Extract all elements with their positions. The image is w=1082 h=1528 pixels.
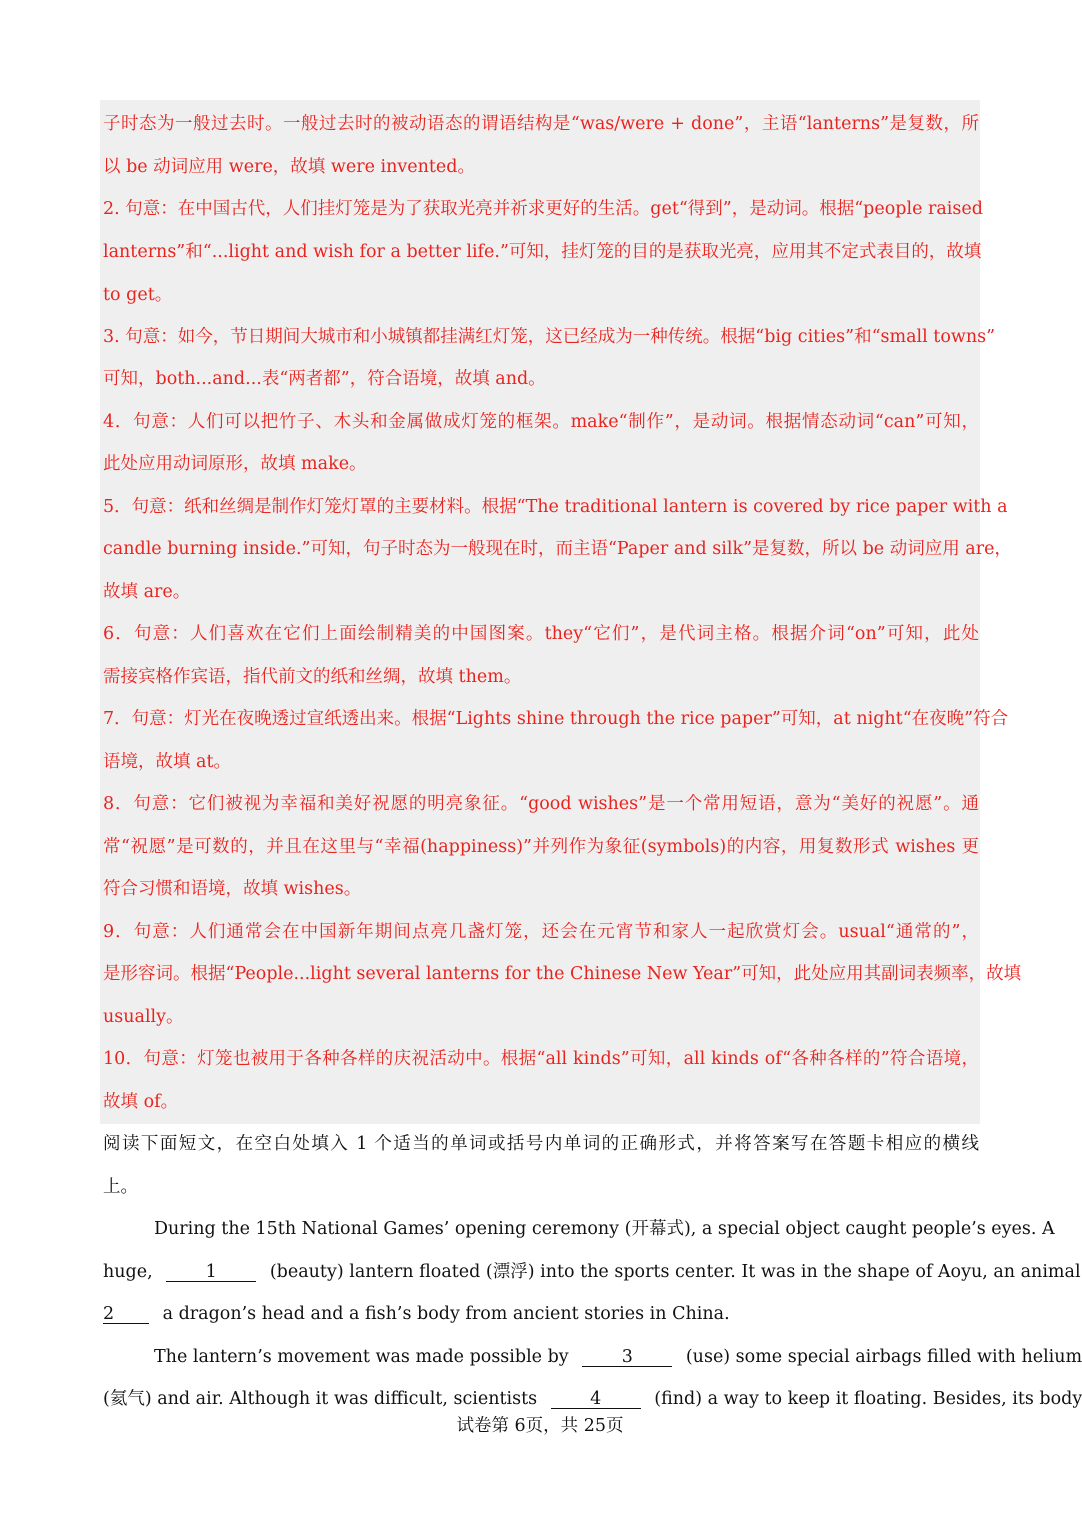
passage-text: a dragon’s head and a fish’s body from ancient stories in China.: [162, 1304, 730, 1324]
answer-line: 语境，故填 at。: [103, 752, 232, 772]
passage-text: (beauty) lantern floated (漂浮) into the sports center. It was in the shape of Aoyu, an animal: [269, 1262, 1081, 1282]
answer-line: 4．句意：人们可以把竹子、木头和金属做成灯笼的框架。make“制作”，是动词。根据情态动词“can”可知，: [103, 412, 979, 432]
blank-4[interactable]: 4: [551, 1390, 641, 1409]
answer-line: 可知，both...and...表“两者都”，符合语境，故填 and。: [103, 369, 546, 389]
answer-line: 故填 of。: [103, 1092, 179, 1112]
page-footer: 试卷第 6页，共 25页: [456, 1416, 624, 1436]
answer-line: 常“祝愿”是可数的，并且在这里与“幸福(happiness)”并列作为象征(symbols)的内容，用复数形式 wishes 更: [103, 837, 979, 857]
answer-line: usually。: [103, 1007, 184, 1027]
passage-text: huge,: [103, 1262, 153, 1282]
passage-line: [154, 1345, 1082, 1369]
passage-line: [103, 1302, 979, 1326]
passage-line: [103, 1387, 1082, 1411]
answer-line: 7．句意：灯光在夜晚透过宣纸透出来。根据“Lights shine through the rice paper”可知，at night“在夜晚”符合: [103, 709, 1009, 729]
passage-text: (find) a way to keep it floating. Besides, its body: [654, 1389, 1082, 1409]
answer-line: 9．句意：人们通常会在中国新年期间点亮几盏灯笼，还会在元宵节和家人一起欣赏灯会。usual“通常的”，: [103, 922, 979, 942]
passage-text: (use) some special airbags filled with helium: [685, 1347, 1082, 1367]
answer-line: 此处应用动词原形，故填 make。: [103, 454, 367, 474]
answer-line: 以 be 动词应用 were，故填 were invented。: [103, 157, 475, 177]
passage-text: The lantern’s movement was made possible by: [154, 1347, 569, 1367]
answer-line: 6．句意：人们喜欢在它们上面绘制精美的中国图案。they“它们”，是代词主格。根据介词“on”可知，此处: [103, 624, 979, 644]
answer-line: to get。: [103, 285, 173, 305]
answer-line: 10．句意：灯笼也被用于各种各样的庆祝活动中。根据“all kinds”可知，all kinds of“各种各样的”符合语境，: [103, 1049, 979, 1069]
passage-line: [103, 1260, 1081, 1284]
answer-line: candle burning inside.”可知，句子时态为一般现在时，而主语“Paper and silk”是复数，所以 be 动词应用 are，: [103, 539, 1012, 559]
answer-line: 故填 are。: [103, 582, 191, 602]
answer-line: 2. 句意：在中国古代，人们挂灯笼是为了获取光亮并祈求更好的生活。get“得到”，是动词。根据“people raised: [103, 199, 983, 219]
passage-text: (氦气) and air. Although it was difficult, scientists: [103, 1389, 538, 1409]
answer-line: 符合习惯和语境，故填 wishes。: [103, 879, 362, 899]
answer-line: 8．句意：它们被视为幸福和美好祝愿的明亮象征。“good wishes”是一个常用短语，意为“美好的祝愿”。通: [103, 794, 979, 814]
blank-2[interactable]: 2: [103, 1305, 149, 1324]
instructions-line: 阅读下面短文，在空白处填入 1 个适当的单词或括号内单词的正确形式，并将答案写在答题卡相应的横线: [103, 1134, 979, 1154]
instructions-line: 上。: [103, 1177, 138, 1197]
answer-line: lanterns”和“...light and wish for a better life.”可知，挂灯笼的目的是获取光亮，应用其不定式表目的，故填: [103, 242, 982, 262]
answer-line: 子时态为一般过去时。一般过去时的被动语态的谓语结构是“was/were + done”，主语“lanterns”是复数，所: [103, 114, 979, 134]
answer-line: 是形容词。根据“People...light several lanterns for the Chinese New Year”可知，此处应用其副词表频率，故填: [103, 964, 1022, 984]
blank-1[interactable]: 1: [166, 1263, 256, 1282]
answer-line: 需接宾格作宾语，指代前文的纸和丝绸，故填 them。: [103, 667, 522, 687]
passage-line: During the 15th National Games’ opening ceremony (开幕式), a special object caught people’s eyes. A: [154, 1219, 1055, 1239]
answer-line: 5．句意：纸和丝绸是制作灯笼灯罩的主要材料。根据“The traditional lantern is covered by rice paper with a: [103, 497, 1008, 517]
answer-line: 3. 句意：如今，节日期间大城市和小城镇都挂满红灯笼，这已经成为一种传统。根据“big cities”和“small towns”: [103, 327, 996, 347]
blank-3[interactable]: 3: [582, 1348, 672, 1367]
